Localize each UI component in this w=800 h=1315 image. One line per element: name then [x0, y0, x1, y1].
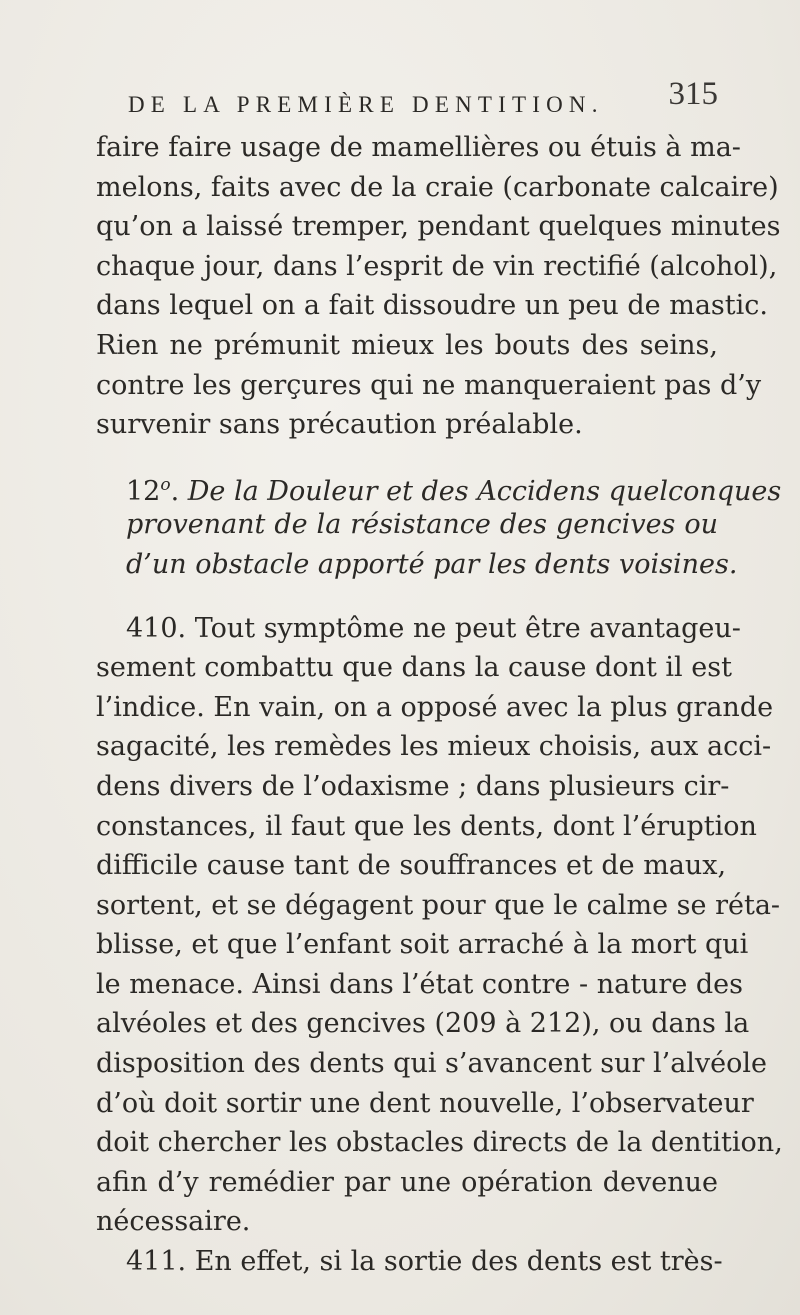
text-line: Rien ne prémunit mieux les bouts des seins,	[96, 329, 718, 361]
text-line: dans lequel on a fait dissoudre un peu de mastic.	[96, 290, 768, 322]
section-heading-text: De la Douleur et des Accidens quelconques	[187, 475, 782, 507]
text-line: alvéoles et des gencives (209 à 212), ou dans la	[96, 1008, 750, 1040]
text-line: blisse, et que l’enfant soit arraché à la mort qui	[96, 929, 749, 961]
text-line: constances, il faut que les dents, dont l’éruption	[96, 810, 757, 842]
section-heading-line: d’un obstacle apporté par les dents voisines.	[126, 548, 738, 580]
text-line: afin d’y remédier par une opération devenue	[96, 1166, 718, 1198]
text-line: disposition des dents qui s’avancent sur l’alvéole	[96, 1048, 768, 1080]
text-line: sagacité, les remèdes les mieux choisis, aux acci-	[96, 731, 772, 763]
text-line: sortent, et se dégagent pour que le calme se réta-	[96, 889, 781, 921]
text-line: sement combattu que dans la cause dont il est	[96, 652, 732, 684]
text-line: faire faire usage de mamellières ou étuis à ma-	[96, 132, 741, 163]
paragraph-continued	[96, 128, 781, 445]
running-head	[128, 76, 718, 126]
text-line: chaque jour, dans l’esprit de vin rectifié (alcohol),	[96, 250, 778, 282]
text-line: l’indice. En vain, on a opposé avec la plus grande	[96, 691, 774, 723]
paragraph-411	[96, 1242, 723, 1282]
text-line: doit chercher les obstacles directs de la dentition,	[96, 1127, 783, 1159]
text-line: 410. Tout symptôme ne peut être avantageu-	[126, 612, 741, 644]
running-title: DE LA PREMIÈRE DENTITION.	[128, 92, 604, 117]
section-heading	[96, 466, 782, 585]
section-number-degree: o	[160, 474, 171, 495]
section-heading-line	[96, 466, 782, 507]
paragraph-410	[96, 609, 783, 1243]
text-line: melons, faits avec de la craie (carbonate calcaire)	[96, 171, 779, 203]
section-number-separator: .	[170, 475, 188, 507]
page-number: 315	[668, 76, 718, 112]
section-number: 12	[126, 475, 161, 507]
text-line: d’où doit sortir une dent nouvelle, l’observateur	[96, 1087, 754, 1119]
text-line: survenir sans précaution préalable.	[96, 409, 583, 441]
section-heading-line: provenant de la résistance des gencives ou	[126, 509, 718, 541]
text-line: 411. En effet, si la sortie des dents est très-	[126, 1246, 723, 1278]
text-line: nécessaire.	[96, 1206, 251, 1238]
text-line: le menace. Ainsi dans l’état contre - nature des	[96, 968, 744, 1000]
text-line: dens divers de l’odaxisme ; dans plusieurs cir-	[96, 770, 730, 802]
text-line: qu’on a laissé tremper, pendant quelques minutes	[96, 211, 781, 243]
text-line: contre les gerçures qui ne manqueraient pas d’y	[96, 369, 762, 401]
text-line: difficile cause tant de souffrances et de maux,	[96, 850, 727, 882]
text-block	[96, 128, 783, 1282]
